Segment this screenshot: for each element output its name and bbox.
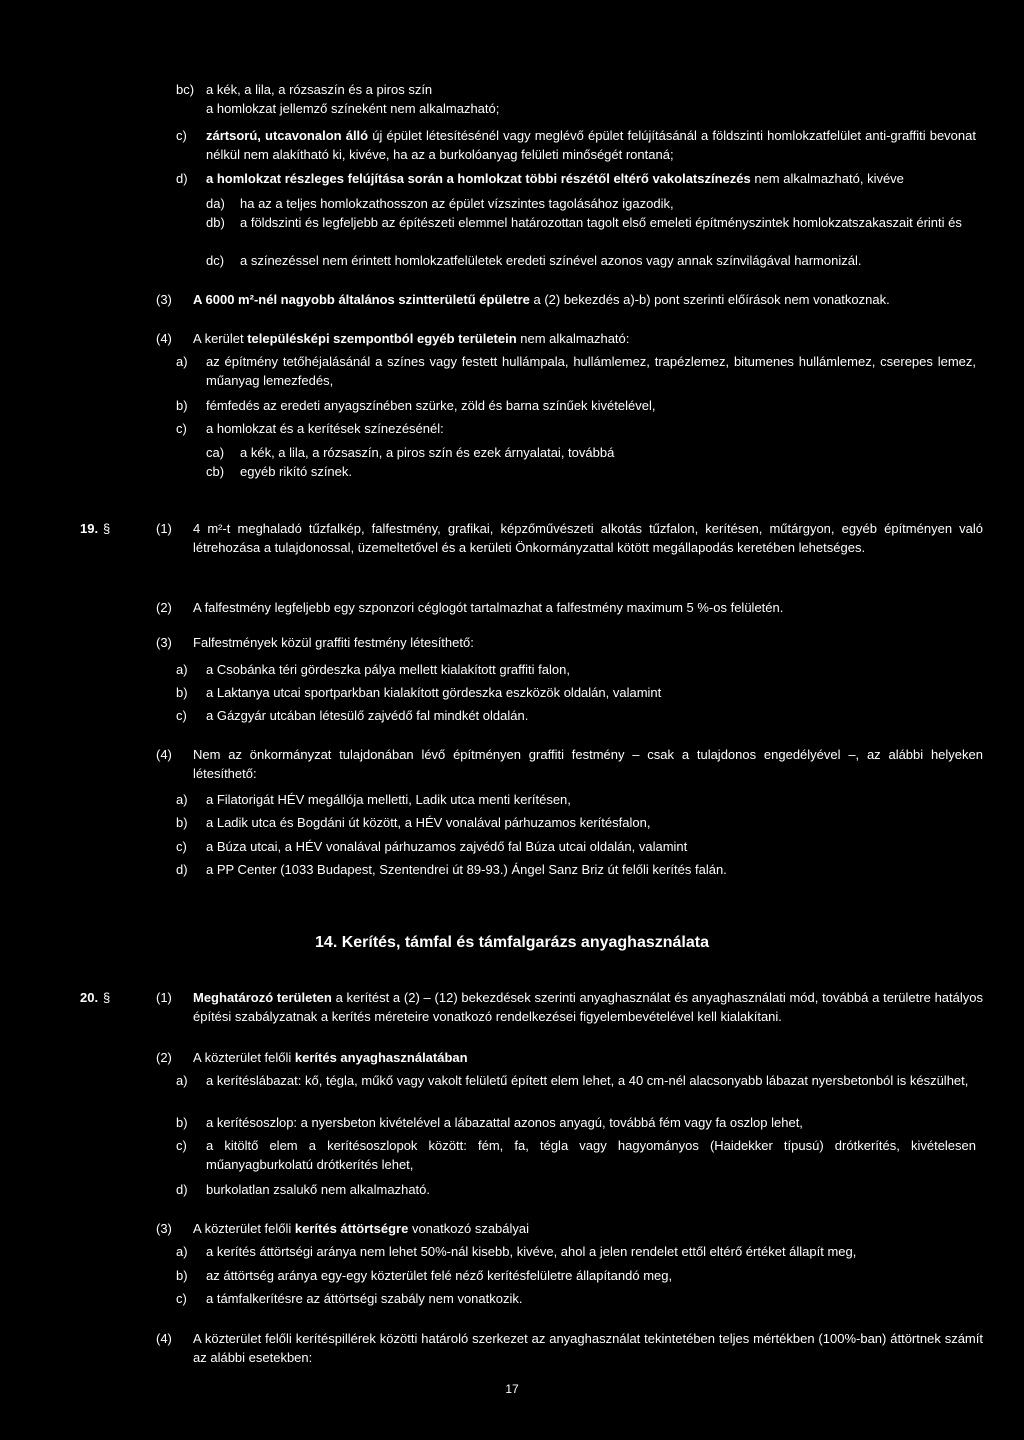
text-run: nem alkalmazható:	[516, 331, 630, 346]
item-label: c)	[176, 128, 187, 143]
item-text	[240, 443, 970, 462]
item-text	[240, 251, 970, 270]
list-item	[156, 329, 953, 348]
item-label: c)	[176, 1291, 187, 1306]
list-item	[176, 1136, 976, 1174]
text-run: a PP Center (1033 Budapest, Szentendrei út 89-93.) Ángel Sanz Briz út felőli kerítés falán.	[206, 862, 727, 877]
item-label: (4)	[156, 747, 172, 762]
item-label: (2)	[156, 600, 172, 615]
text-run: a kerítést a (2) – (12) bekezdések szerinti anyaghasználat és anyaghasználati mód, továbbá a területre hatályos építési szabályzatnak a kerítés méreteire vonatkozó rendelkezései figyelembevételével kell kialakítani.	[193, 990, 983, 1024]
item-label: b)	[176, 815, 188, 830]
text-run: Falfestmények közül graffiti festmény létesíthető:	[193, 635, 474, 650]
section-20-number: 20.	[80, 990, 99, 1005]
item-text	[193, 1329, 983, 1367]
list-item	[156, 1219, 983, 1238]
item-label: a)	[176, 792, 188, 807]
text-run: a kerítéslábazat: kő, tégla, műkő vagy vakolt felületű épített elem lehet, a 40 cm-nél alacsonyabb lábazat nyersbetonból is készülhet,	[206, 1073, 969, 1088]
item-label: c)	[176, 421, 187, 436]
list-item	[176, 1289, 976, 1308]
bold-text: A 6000 m²-nél nagyobb általános szintterületű épületre	[193, 292, 530, 307]
item-label: a)	[176, 1073, 188, 1088]
text-run: egyéb rikító színek.	[240, 464, 352, 479]
list-item	[176, 1113, 976, 1132]
item-label: (1)	[156, 521, 172, 536]
item-label: a)	[176, 354, 188, 369]
text-run: az áttörtség aránya egy-egy közterület felé néző kerítésfelületre állapítandó meg,	[206, 1268, 673, 1283]
item-label: d)	[176, 1182, 188, 1197]
list-item	[206, 213, 970, 232]
item-label: (2)	[156, 1050, 172, 1065]
text-run: a homlokzat jellemző színeként nem alkalmazható;	[206, 101, 500, 116]
item-text	[206, 1242, 976, 1261]
text-run: a kék, a lila, a rózsaszín, a piros szín és ezek árnyalatai, továbbá	[240, 445, 615, 460]
item-text	[206, 1266, 976, 1285]
item-text	[206, 860, 976, 879]
list-item	[206, 443, 970, 462]
list-item	[176, 683, 976, 702]
list-item	[176, 126, 976, 164]
bold-text: zártsorú, utcavonalon álló	[206, 128, 369, 143]
item-text	[206, 419, 976, 438]
item-text	[193, 988, 983, 1026]
list-item	[206, 462, 970, 481]
item-text	[240, 194, 970, 213]
text-run: nem alkalmazható, kivéve	[750, 171, 904, 186]
list-item	[176, 1266, 976, 1285]
text-run: a Laktanya utcai sportparkban kialakított gördeszka eszközök oldalán, valamint	[206, 685, 662, 700]
item-text	[206, 396, 976, 415]
item-label: b)	[176, 1115, 188, 1130]
list-item	[156, 988, 983, 1026]
page-number: 17	[505, 1382, 519, 1396]
bold-text: a homlokzat részleges felújítása során a homlokzat többi részétől eltérő vakolatszínezés	[206, 171, 751, 186]
text-run: A közterület felőli	[193, 1221, 295, 1236]
item-text	[206, 706, 976, 725]
text-run: a Csobánka téri gördeszka pálya mellett kialakított graffiti falon,	[206, 662, 570, 677]
item-label: (3)	[156, 292, 172, 307]
item-text	[206, 1071, 976, 1090]
list-item	[156, 519, 983, 557]
list-item	[176, 790, 976, 809]
item-text	[206, 790, 976, 809]
item-text	[193, 598, 983, 617]
text-run: A közterület felőli kerítéspillérek közötti határoló szerkezet az anyaghasználat tekintetében teljes mértékben (100%-ban) áttörtnek számít az alábbi esetekben:	[193, 1331, 983, 1365]
item-text	[193, 1048, 983, 1067]
text-run: burkolatlan zsalukő nem alkalmazható.	[206, 1182, 431, 1197]
text-run: a kerítés áttörtségi aránya nem lehet 50%-nál kisebb, kivéve, ahol a jelen rendelet ettől eltérő értéket állapít meg,	[206, 1244, 857, 1259]
text-run: A kerület	[193, 331, 248, 346]
item-label: a)	[176, 1244, 188, 1259]
item-label: c)	[176, 839, 187, 854]
item-label: d)	[176, 862, 188, 877]
item-text	[206, 1180, 976, 1199]
list-item	[176, 352, 976, 390]
item-label: (3)	[156, 1221, 172, 1236]
item-text	[193, 745, 983, 783]
item-text	[206, 352, 976, 390]
text-run: a támfalkerítésre az áttörtségi szabály nem vonatkozik.	[206, 1291, 523, 1306]
list-item	[176, 706, 976, 725]
item-label: (4)	[156, 331, 172, 346]
bold-text: kerítés áttörtségre	[294, 1221, 409, 1236]
bold-text: kerítés anyaghasználatában	[294, 1050, 468, 1065]
item-text	[206, 660, 976, 679]
item-label: bc)	[176, 82, 195, 97]
text-run: a Ladik utca és Bogdáni út között, a HÉV vonalával párhuzamos kerítésfalon,	[206, 815, 651, 830]
item-text	[193, 633, 983, 652]
text-run: a földszinti és legfeljebb az építészeti elemmel határozottan tagolt első emeleti építményszintek homlokzatszakaszait érinti és	[240, 215, 962, 230]
list-item	[176, 860, 976, 879]
item-label: dc)	[206, 253, 225, 268]
item-label: c)	[176, 1138, 187, 1153]
bold-text: Meghatározó területen	[193, 990, 332, 1005]
list-item	[156, 745, 983, 783]
text-run: Nem az önkormányzat tulajdonában lévő építményen graffiti festmény – csak a tulajdonos engedélyével –, az alábbi helyeken létesíthető:	[193, 747, 983, 781]
text-run: a színezéssel nem érintett homlokzatfelületek eredeti színével azonos vagy annak színvilágával harmonizál.	[240, 253, 862, 268]
item-text	[193, 1219, 983, 1238]
list-item	[176, 1242, 976, 1261]
item-text	[206, 99, 936, 118]
text-run: a (2) bekezdés a)-b) pont szerinti előírások nem vonatkoznak.	[529, 292, 890, 307]
text-run: a Búza utcai, a HÉV vonalával párhuzamos zajvédő fal Búza utcai oldalán, valamint	[206, 839, 688, 854]
list-item	[206, 99, 936, 118]
item-text	[193, 329, 953, 348]
chapter-title: 14. Kerítés, támfal és támfalgarázs anyaghasználata	[315, 934, 709, 951]
list-item	[206, 251, 970, 270]
item-label: (1)	[156, 990, 172, 1005]
section-19-sign: §	[103, 521, 111, 536]
item-text	[240, 213, 970, 232]
section-20-sign: §	[103, 990, 111, 1005]
list-item	[176, 1180, 976, 1199]
text-run: ha az a teljes homlokzathosszon az épület vízszintes tagolásához igazodik,	[240, 196, 674, 211]
list-item	[176, 419, 976, 438]
item-label: b)	[176, 685, 188, 700]
item-text	[206, 126, 976, 164]
text-run: az építmény tetőhéjalásánál a színes vagy festett hullámpala, hullámlemez, trapézlemez, bitumenes hullámlemez, cserepes lemez, műanyag lemezfedés,	[206, 354, 976, 388]
item-text	[206, 837, 976, 856]
item-label: b)	[176, 398, 188, 413]
item-text	[206, 1113, 976, 1132]
item-label: c)	[176, 708, 187, 723]
text-run: vonatkozó szabályai	[408, 1221, 530, 1236]
item-text	[206, 1289, 976, 1308]
list-item	[176, 837, 976, 856]
text-run: A közterület felőli	[193, 1050, 295, 1065]
list-item	[156, 290, 953, 309]
list-item	[176, 1071, 976, 1090]
text-run: a homlokzat és a kerítések színezésénél:	[206, 421, 444, 436]
text-run: a kék, a lila, a rózsaszín és a piros szín	[206, 82, 433, 97]
text-run: a Gázgyár utcában létesülő zajvédő fal mindkét oldalán.	[206, 708, 529, 723]
item-label: d)	[176, 171, 188, 186]
bold-text: településképi szempontból egyéb területein	[247, 331, 517, 346]
item-label: ca)	[206, 445, 225, 460]
text-run: új épület létesítésénél vagy meglévő épület felújításánál a földszinti homlokzatfelület anti-graffiti bevonat nélkül nem alakítható ki, kivéve, ha az a burkolóanyag felületi minőségét rontaná;	[206, 128, 976, 162]
item-text	[206, 169, 976, 188]
item-text	[206, 1136, 976, 1174]
list-item	[176, 169, 976, 188]
text-run: a kitöltő elem a kerítésoszlopok között: fém, fa, tégla vagy hagyományos (Haidekker típusú) drótkerítés, kivételesen műanyagburkolatú drótkerítés lehet,	[206, 1138, 976, 1172]
list-item	[156, 633, 983, 652]
list-item	[176, 660, 976, 679]
list-item	[176, 396, 976, 415]
list-item	[156, 598, 983, 617]
item-label: da)	[206, 196, 225, 211]
text-run: A falfestmény legfeljebb egy szponzori céglogót tartalmazhat a falfestmény maximum 5 %-os felületén.	[193, 600, 784, 615]
text-run: a kerítésoszlop: a nyersbeton kivételével a lábazattal azonos anyagú, továbbá fém vagy fa oszlop lehet,	[206, 1115, 803, 1130]
item-text	[206, 80, 966, 99]
item-label: cb)	[206, 464, 225, 479]
list-item	[206, 194, 970, 213]
list-item	[156, 1329, 983, 1367]
item-text	[240, 462, 970, 481]
list-item	[156, 1048, 983, 1067]
text-run: a Filatorigát HÉV megállója melletti, Ladik utca menti kerítésen,	[206, 792, 571, 807]
item-text	[193, 519, 983, 557]
item-text	[206, 813, 976, 832]
item-text	[206, 683, 976, 702]
text-run: 4 m²-t meghaladó tűzfalkép, falfestmény, grafikai, képzőművészeti alkotás tűzfalon, kerítésen, műtárgyon, egyéb építményen való létrehozása a tulajdonossal, üzemeltetővel és a kerületi Önkormányzattal kötött megállapodás keretében lehetséges.	[193, 521, 983, 555]
item-label: a)	[176, 662, 188, 677]
list-item	[176, 80, 966, 99]
item-text	[193, 290, 953, 309]
item-label: b)	[176, 1268, 188, 1283]
list-item	[176, 813, 976, 832]
item-label: (3)	[156, 635, 172, 650]
text-run: fémfedés az eredeti anyagszínében szürke, zöld és barna színűek kivételével,	[206, 398, 656, 413]
item-label: db)	[206, 215, 225, 230]
section-19-number: 19.	[80, 521, 99, 536]
item-label: (4)	[156, 1331, 172, 1346]
